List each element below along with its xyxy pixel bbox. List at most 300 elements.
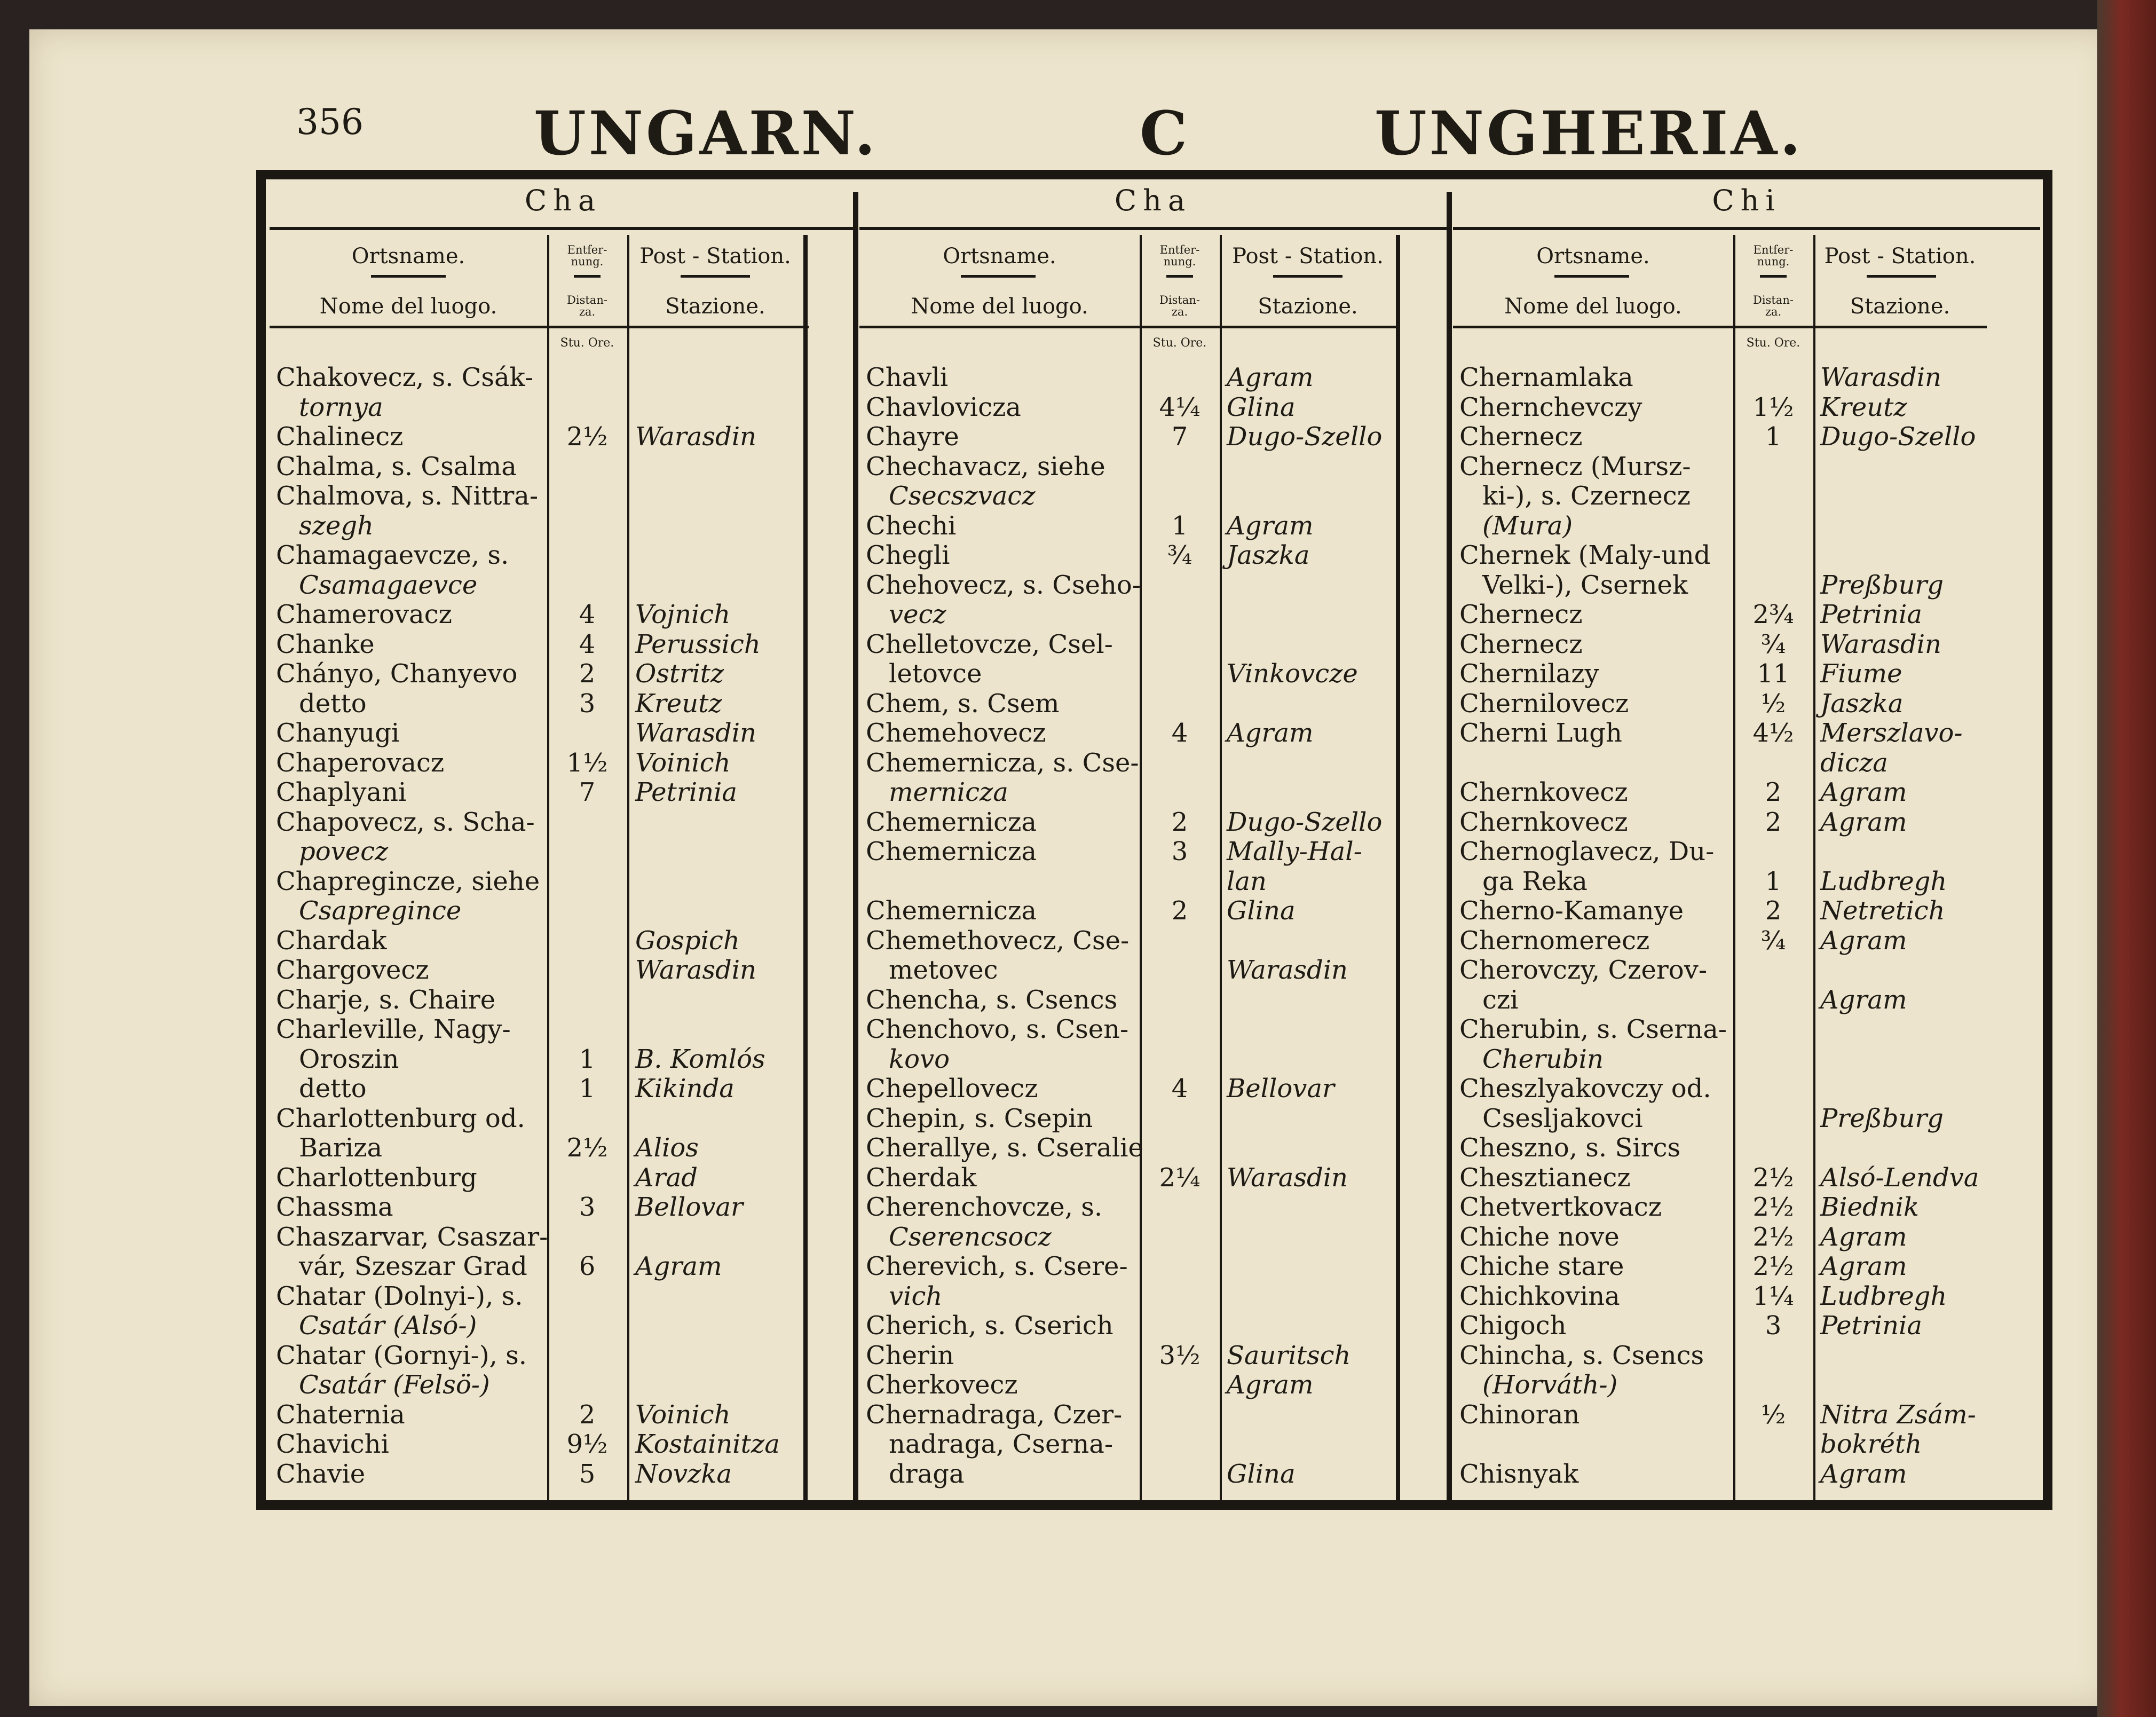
table-row bbox=[270, 926, 857, 956]
place-name: Chalmova, s. Nittra- bbox=[276, 481, 539, 511]
header-rule bbox=[574, 275, 601, 278]
distance-value: 2¼ bbox=[1159, 1162, 1201, 1193]
table-row bbox=[1453, 541, 2040, 571]
distance-value: ½ bbox=[1760, 1399, 1786, 1430]
units-label: Stu. Ore. bbox=[1152, 336, 1207, 350]
post-station: Kostainitza bbox=[635, 1429, 780, 1459]
table-row bbox=[859, 1252, 1447, 1282]
table-row bbox=[1453, 956, 2040, 986]
place-name: Chernkovecz bbox=[1459, 807, 1628, 837]
table-row bbox=[270, 1074, 857, 1104]
table-row bbox=[859, 689, 1447, 719]
table-row bbox=[1453, 600, 2040, 630]
place-name: Chalma, s. Csalma bbox=[276, 451, 517, 482]
post-station: Petrinia bbox=[1820, 1311, 1923, 1341]
table-row bbox=[1453, 482, 2040, 511]
post-station: Preßburg bbox=[1820, 1103, 1944, 1133]
header-label: Ortsname. bbox=[351, 244, 465, 269]
place-name: Chernkovecz bbox=[1459, 777, 1628, 807]
place-name: Cherubin, s. Cserna- bbox=[1459, 1014, 1727, 1044]
header-rule bbox=[961, 275, 1036, 278]
post-station: Novzka bbox=[635, 1459, 732, 1489]
table-row bbox=[1453, 689, 2040, 719]
table-row bbox=[270, 541, 857, 571]
table-row bbox=[859, 1282, 1447, 1312]
post-station: Fiume bbox=[1820, 659, 1902, 689]
table-row bbox=[859, 1163, 1447, 1193]
place-name: Chernomerecz bbox=[1459, 925, 1650, 956]
post-station: Warasdin bbox=[635, 718, 756, 748]
table-row bbox=[859, 986, 1447, 1015]
place-name: Chesztianecz bbox=[1459, 1162, 1631, 1193]
place-name: Cheszlyakovczy od. bbox=[1459, 1074, 1711, 1104]
post-station: Ludbregh bbox=[1820, 1281, 1947, 1311]
place-name: Chardak bbox=[276, 925, 387, 956]
distance-value: 5 bbox=[579, 1459, 596, 1489]
post-station: Preßburg bbox=[1820, 570, 1944, 600]
place-name: Chepin, s. Csepin bbox=[866, 1103, 1093, 1133]
table-row bbox=[859, 1400, 1447, 1430]
table-row bbox=[1453, 422, 2040, 452]
place-name: Chernecz bbox=[1459, 629, 1583, 659]
place-name: vecz bbox=[889, 600, 946, 629]
table-row bbox=[859, 1430, 1447, 1460]
table-row bbox=[1453, 808, 2040, 838]
table-row bbox=[1453, 571, 2040, 601]
header-label: Distan- bbox=[1753, 294, 1794, 306]
header-ortsname bbox=[859, 232, 1140, 318]
table-row bbox=[270, 511, 857, 541]
post-station: Jaszka bbox=[1227, 540, 1310, 570]
place-name: Chelletovcze, Csel- bbox=[866, 629, 1113, 659]
table-row bbox=[1453, 511, 2040, 541]
table-row bbox=[270, 422, 857, 452]
distance-value: 2½ bbox=[1752, 1192, 1794, 1222]
distance-value: 4½ bbox=[1752, 718, 1794, 748]
place-name: mernicza bbox=[889, 777, 1008, 807]
header-label: Stazione. bbox=[1258, 294, 1358, 319]
distance-value: ½ bbox=[1760, 688, 1786, 719]
table-row bbox=[859, 393, 1447, 423]
place-name: kovo bbox=[889, 1044, 950, 1074]
place-name: Chiche stare bbox=[1459, 1251, 1624, 1281]
distance-value: ¾ bbox=[1167, 540, 1192, 570]
place-name: Chernamlaka bbox=[1459, 363, 1633, 392]
header-label: Post - Station. bbox=[1232, 244, 1384, 269]
distance-value: ¾ bbox=[1760, 629, 1786, 659]
post-station: Agram bbox=[1820, 925, 1907, 956]
header-label: za. bbox=[1171, 305, 1188, 318]
table-row bbox=[859, 926, 1447, 956]
column-separator bbox=[1447, 192, 1452, 1500]
table-row bbox=[1453, 1252, 2040, 1282]
place-name: Chaplyani bbox=[276, 777, 407, 807]
table-row bbox=[1453, 1430, 2040, 1460]
table-row bbox=[859, 600, 1447, 630]
place-name: Cherallye, s. Cseralie bbox=[866, 1133, 1143, 1163]
place-name: Chechavacz, siehe bbox=[866, 451, 1105, 482]
table-row bbox=[859, 1460, 1447, 1490]
table-row bbox=[859, 452, 1447, 482]
post-station: Agram bbox=[1820, 984, 1907, 1015]
post-station: Petrinia bbox=[635, 777, 738, 807]
post-station: Dugo-Szello bbox=[1227, 422, 1383, 452]
table-row bbox=[270, 808, 857, 838]
place-name: Cserencsocz bbox=[889, 1222, 1052, 1252]
table-row bbox=[270, 1015, 857, 1045]
distance-value: 4 bbox=[1171, 718, 1188, 748]
place-name: Chincha, s. Csencs bbox=[1459, 1340, 1704, 1371]
table-row bbox=[1453, 393, 2040, 423]
distance-value: 6 bbox=[579, 1251, 596, 1281]
table-row bbox=[270, 986, 857, 1015]
distance-value: 3 bbox=[1765, 1311, 1782, 1341]
place-name: Cherkovecz bbox=[866, 1370, 1018, 1400]
table-row bbox=[270, 749, 857, 778]
band-rule bbox=[1453, 227, 2040, 230]
entry-list bbox=[1453, 363, 2040, 1489]
place-name: detto bbox=[299, 688, 367, 719]
header-label: Nome del luogo. bbox=[1504, 294, 1682, 319]
place-name: Chiche nove bbox=[1459, 1222, 1620, 1252]
place-name: Cheszno, s. Sircs bbox=[1459, 1133, 1681, 1163]
header-underline bbox=[1453, 326, 1987, 328]
post-station: Voinich bbox=[635, 747, 731, 778]
column-block bbox=[1453, 179, 2040, 1500]
distance-value: 3 bbox=[579, 688, 596, 719]
distance-value: ¾ bbox=[1760, 925, 1786, 956]
post-station: Alsó-Lendva bbox=[1820, 1162, 1979, 1193]
table-row bbox=[270, 1282, 857, 1312]
header-rule bbox=[1867, 275, 1936, 278]
post-station: Warasdin bbox=[1227, 955, 1348, 985]
place-name: Cherenchovcze, s. bbox=[866, 1192, 1103, 1222]
table-row bbox=[1453, 719, 2040, 749]
post-station: Agram bbox=[635, 1251, 722, 1281]
table-row bbox=[270, 1371, 857, 1400]
place-name: Chernadraga, Czer- bbox=[866, 1399, 1123, 1430]
place-name: Csapregince bbox=[299, 896, 462, 926]
distance-value: 2½ bbox=[566, 1133, 608, 1163]
table-row bbox=[270, 1430, 857, 1460]
post-station: lan bbox=[1227, 866, 1267, 896]
place-name: tornya bbox=[299, 392, 383, 422]
header-distance bbox=[1733, 232, 1813, 318]
table-row bbox=[270, 867, 857, 897]
post-station: Vojnich bbox=[635, 600, 731, 629]
place-name: Chenchovo, s. Csen- bbox=[866, 1014, 1129, 1044]
place-name: Chechi bbox=[866, 510, 957, 541]
header-label: Ortsname. bbox=[1536, 244, 1650, 269]
place-name: Csamagaevce bbox=[299, 570, 478, 600]
header-ortsname bbox=[1453, 232, 1733, 318]
post-station: Voinich bbox=[635, 1399, 731, 1430]
post-station: Agram bbox=[1820, 1251, 1907, 1281]
table-row bbox=[1453, 1074, 2040, 1104]
table-row bbox=[1453, 363, 2040, 393]
table-row bbox=[859, 363, 1447, 393]
title-right: UNGHERIA. bbox=[1375, 99, 1804, 169]
distance-value: 1½ bbox=[566, 747, 608, 778]
place-name: ga Reka bbox=[1482, 866, 1588, 896]
table-row bbox=[859, 1045, 1447, 1075]
table-row bbox=[1453, 1015, 2040, 1045]
place-name: Chaperovacz bbox=[276, 747, 445, 778]
distance-value: 9½ bbox=[566, 1429, 608, 1459]
table-row bbox=[859, 482, 1447, 511]
place-name: Chemernicza bbox=[866, 807, 1037, 837]
place-name: Chichkovina bbox=[1459, 1281, 1620, 1311]
place-name: Oroszin bbox=[299, 1044, 399, 1074]
table-row bbox=[270, 956, 857, 986]
table-row bbox=[270, 689, 857, 719]
table-row bbox=[270, 719, 857, 749]
header-label: Ortsname. bbox=[943, 244, 1056, 269]
table-row bbox=[1453, 1223, 2040, 1253]
table-row bbox=[859, 1371, 1447, 1400]
header-label: nung. bbox=[1163, 255, 1196, 268]
place-name: Chatar (Gornyi-), s. bbox=[276, 1340, 527, 1371]
distance-value: 7 bbox=[579, 777, 596, 807]
distance-value: 3 bbox=[1171, 837, 1188, 867]
post-station: Netretich bbox=[1820, 896, 1945, 926]
post-station: bokréth bbox=[1820, 1429, 1922, 1459]
distance-value: 4 bbox=[1171, 1074, 1188, 1104]
place-name: Chehovecz, s. Cseho- bbox=[866, 570, 1141, 600]
header-rule bbox=[1554, 275, 1629, 278]
place-name: Chernchevczy bbox=[1459, 392, 1642, 422]
letter-band: Cha bbox=[524, 184, 602, 217]
header-label: Stazione. bbox=[1850, 294, 1950, 319]
letter-band: Cha bbox=[1114, 184, 1192, 217]
table-row bbox=[859, 867, 1447, 897]
place-name: Chassma bbox=[276, 1192, 393, 1222]
place-name: Chigoch bbox=[1459, 1311, 1567, 1341]
distance-value: 2 bbox=[1171, 807, 1188, 837]
header-label: Post - Station. bbox=[639, 244, 791, 269]
table-row bbox=[1453, 867, 2040, 897]
place-name: Cherovczy, Czerov- bbox=[1459, 955, 1708, 985]
header-label: Post - Station. bbox=[1824, 244, 1976, 269]
table-row bbox=[1453, 630, 2040, 660]
table-row bbox=[859, 956, 1447, 986]
table-row bbox=[270, 1252, 857, 1282]
place-name: ki-), s. Czernecz bbox=[1482, 481, 1691, 511]
place-name: Chatar (Dolnyi-), s. bbox=[276, 1281, 523, 1311]
table-row bbox=[1453, 1193, 2040, 1223]
post-station: Kreutz bbox=[1820, 392, 1907, 422]
post-station: Warasdin bbox=[635, 955, 756, 985]
place-name: Csesljakovci bbox=[1482, 1103, 1643, 1133]
table-row bbox=[1453, 452, 2040, 482]
place-name: (Horváth-) bbox=[1482, 1370, 1618, 1400]
header-label: Nome del luogo. bbox=[319, 294, 497, 319]
table-row bbox=[859, 511, 1447, 541]
band-rule bbox=[859, 227, 1447, 230]
table-row bbox=[1453, 896, 2040, 926]
place-name: szegh bbox=[299, 510, 374, 541]
place-name: Chemernicza, s. Cse- bbox=[866, 747, 1139, 778]
table-row bbox=[859, 1311, 1447, 1341]
place-name: Chavichi bbox=[276, 1429, 389, 1459]
place-name: czi bbox=[1482, 984, 1519, 1015]
page-number: 356 bbox=[296, 101, 364, 143]
entry-list bbox=[270, 363, 857, 1489]
table-row bbox=[1453, 1163, 2040, 1193]
place-name: Chaternia bbox=[276, 1399, 405, 1430]
place-name: (Mura) bbox=[1482, 510, 1573, 541]
place-name: Chamagaevcze, s. bbox=[276, 540, 509, 570]
distance-value: 4¼ bbox=[1159, 392, 1201, 422]
distance-value: 2 bbox=[1765, 896, 1782, 926]
header-label: nung. bbox=[571, 255, 604, 268]
header-underline bbox=[270, 326, 809, 328]
post-station: Glina bbox=[1227, 1459, 1296, 1489]
post-station: Sauritsch bbox=[1227, 1340, 1351, 1371]
header-rule bbox=[681, 275, 750, 278]
table-row bbox=[1453, 1311, 2040, 1341]
place-name: Chernek (Maly-und bbox=[1459, 540, 1711, 570]
place-name: Chányo, Chanyevo bbox=[276, 659, 518, 689]
distance-value: 2½ bbox=[1752, 1222, 1794, 1252]
table-row bbox=[1453, 1400, 2040, 1430]
post-station: Warasdin bbox=[1227, 1162, 1348, 1193]
post-station: Agram bbox=[1820, 807, 1907, 837]
distance-value: 3½ bbox=[1159, 1340, 1201, 1371]
distance-value: 2 bbox=[579, 659, 596, 689]
header-rule bbox=[371, 275, 446, 278]
header-label: za. bbox=[579, 305, 596, 318]
table-row bbox=[859, 1341, 1447, 1371]
table-row bbox=[270, 1163, 857, 1193]
place-name: Cherdak bbox=[866, 1162, 977, 1193]
place-name: letovce bbox=[889, 659, 982, 689]
post-station: Petrinia bbox=[1820, 600, 1923, 629]
place-name: Chernilazy bbox=[1459, 659, 1599, 689]
distance-value: 7 bbox=[1171, 422, 1188, 452]
post-station: Warasdin bbox=[1820, 363, 1941, 392]
table-row bbox=[1453, 659, 2040, 689]
place-name: Chetvertkovacz bbox=[1459, 1192, 1662, 1222]
place-name: Csatár (Alsó-) bbox=[299, 1311, 477, 1341]
title-letter: C bbox=[1140, 99, 1190, 169]
post-station: Agram bbox=[1227, 363, 1314, 392]
distance-value: 2 bbox=[1171, 896, 1188, 926]
place-name: Csecszvacz bbox=[889, 481, 1036, 511]
place-name: Csatár (Felsö-) bbox=[299, 1370, 490, 1400]
table-row bbox=[859, 659, 1447, 689]
table-row bbox=[859, 808, 1447, 838]
place-name: Chegli bbox=[866, 540, 950, 570]
distance-value: 1 bbox=[579, 1044, 596, 1074]
post-station: Agram bbox=[1820, 777, 1907, 807]
header-label: nung. bbox=[1757, 255, 1790, 268]
table-row bbox=[859, 837, 1447, 867]
place-name: Charlottenburg bbox=[276, 1162, 477, 1193]
place-name: Velki-), Csernek bbox=[1482, 570, 1688, 600]
place-name: Chaszarvar, Csaszar- bbox=[276, 1222, 548, 1252]
post-station: Mally-Hal- bbox=[1227, 837, 1362, 867]
place-name: Chanke bbox=[276, 629, 375, 659]
place-name: Cherubin bbox=[1482, 1044, 1604, 1074]
table-row bbox=[859, 630, 1447, 660]
place-name: Chakovecz, s. Csák- bbox=[276, 363, 534, 392]
post-station: Arad bbox=[635, 1162, 698, 1193]
post-station: Agram bbox=[1227, 1370, 1314, 1400]
table-row bbox=[1453, 1371, 2040, 1400]
header-ortsname bbox=[270, 232, 547, 318]
table-row bbox=[270, 778, 857, 808]
table-row bbox=[270, 1045, 857, 1075]
table-row bbox=[1453, 1460, 2040, 1490]
place-name: Chalinecz bbox=[276, 422, 404, 452]
table-row bbox=[270, 393, 857, 423]
post-station: Merszlavo- bbox=[1820, 718, 1963, 748]
header-label: Entfer- bbox=[567, 243, 607, 256]
table-row bbox=[859, 1074, 1447, 1104]
distance-value: 2¾ bbox=[1752, 600, 1794, 629]
place-name: Chemehovecz bbox=[866, 718, 1046, 748]
header-label: Distan- bbox=[1159, 294, 1200, 306]
post-station: Bellovar bbox=[1227, 1074, 1334, 1104]
table-row bbox=[270, 1133, 857, 1163]
table-row bbox=[859, 778, 1447, 808]
header-rule bbox=[1273, 275, 1342, 278]
title-left: UNGARN. bbox=[534, 99, 878, 169]
post-station: B. Komlós bbox=[635, 1044, 765, 1074]
post-station: Glina bbox=[1227, 392, 1296, 422]
post-station: Vinkovcze bbox=[1227, 659, 1358, 689]
table-row bbox=[1453, 1341, 2040, 1371]
place-name: detto bbox=[299, 1074, 367, 1104]
place-name: Chavie bbox=[276, 1459, 366, 1489]
table-row bbox=[270, 630, 857, 660]
post-station: Glina bbox=[1227, 896, 1296, 926]
header-station bbox=[1220, 232, 1396, 318]
place-name: Cherevich, s. Csere- bbox=[866, 1251, 1128, 1281]
place-name: Chernoglavecz, Du- bbox=[1459, 837, 1715, 867]
table-row bbox=[270, 363, 857, 393]
table-row bbox=[1453, 1282, 2040, 1312]
place-name: vár, Szeszar Grad bbox=[299, 1251, 527, 1281]
place-name: Chemethovecz, Cse- bbox=[866, 925, 1130, 956]
column-block bbox=[859, 179, 1447, 1500]
distance-value: 1 bbox=[1171, 510, 1188, 541]
post-station: Agram bbox=[1820, 1459, 1907, 1489]
letter-band: Chi bbox=[1712, 184, 1781, 217]
table-row bbox=[270, 896, 857, 926]
table-row bbox=[859, 1223, 1447, 1253]
table-row bbox=[270, 1341, 857, 1371]
place-name: Chayre bbox=[866, 422, 959, 452]
post-station: Agram bbox=[1227, 718, 1314, 748]
table-row bbox=[270, 837, 857, 867]
table-row bbox=[270, 482, 857, 511]
place-name: Chernecz (Mursz- bbox=[1459, 451, 1691, 482]
post-station: Agram bbox=[1820, 1222, 1907, 1252]
table-row bbox=[859, 896, 1447, 926]
distance-value: 2½ bbox=[566, 422, 608, 452]
distance-value: 3 bbox=[579, 1192, 596, 1222]
post-station: Nitra Zsám- bbox=[1820, 1399, 1976, 1430]
table-row bbox=[859, 1104, 1447, 1134]
place-name: metovec bbox=[889, 955, 998, 985]
table-row bbox=[1453, 926, 2040, 956]
table-row bbox=[1453, 1104, 2040, 1134]
distance-value: 1 bbox=[1765, 422, 1782, 452]
place-name: Cherno-Kamanye bbox=[1459, 896, 1684, 926]
place-name: povecz bbox=[299, 837, 389, 867]
